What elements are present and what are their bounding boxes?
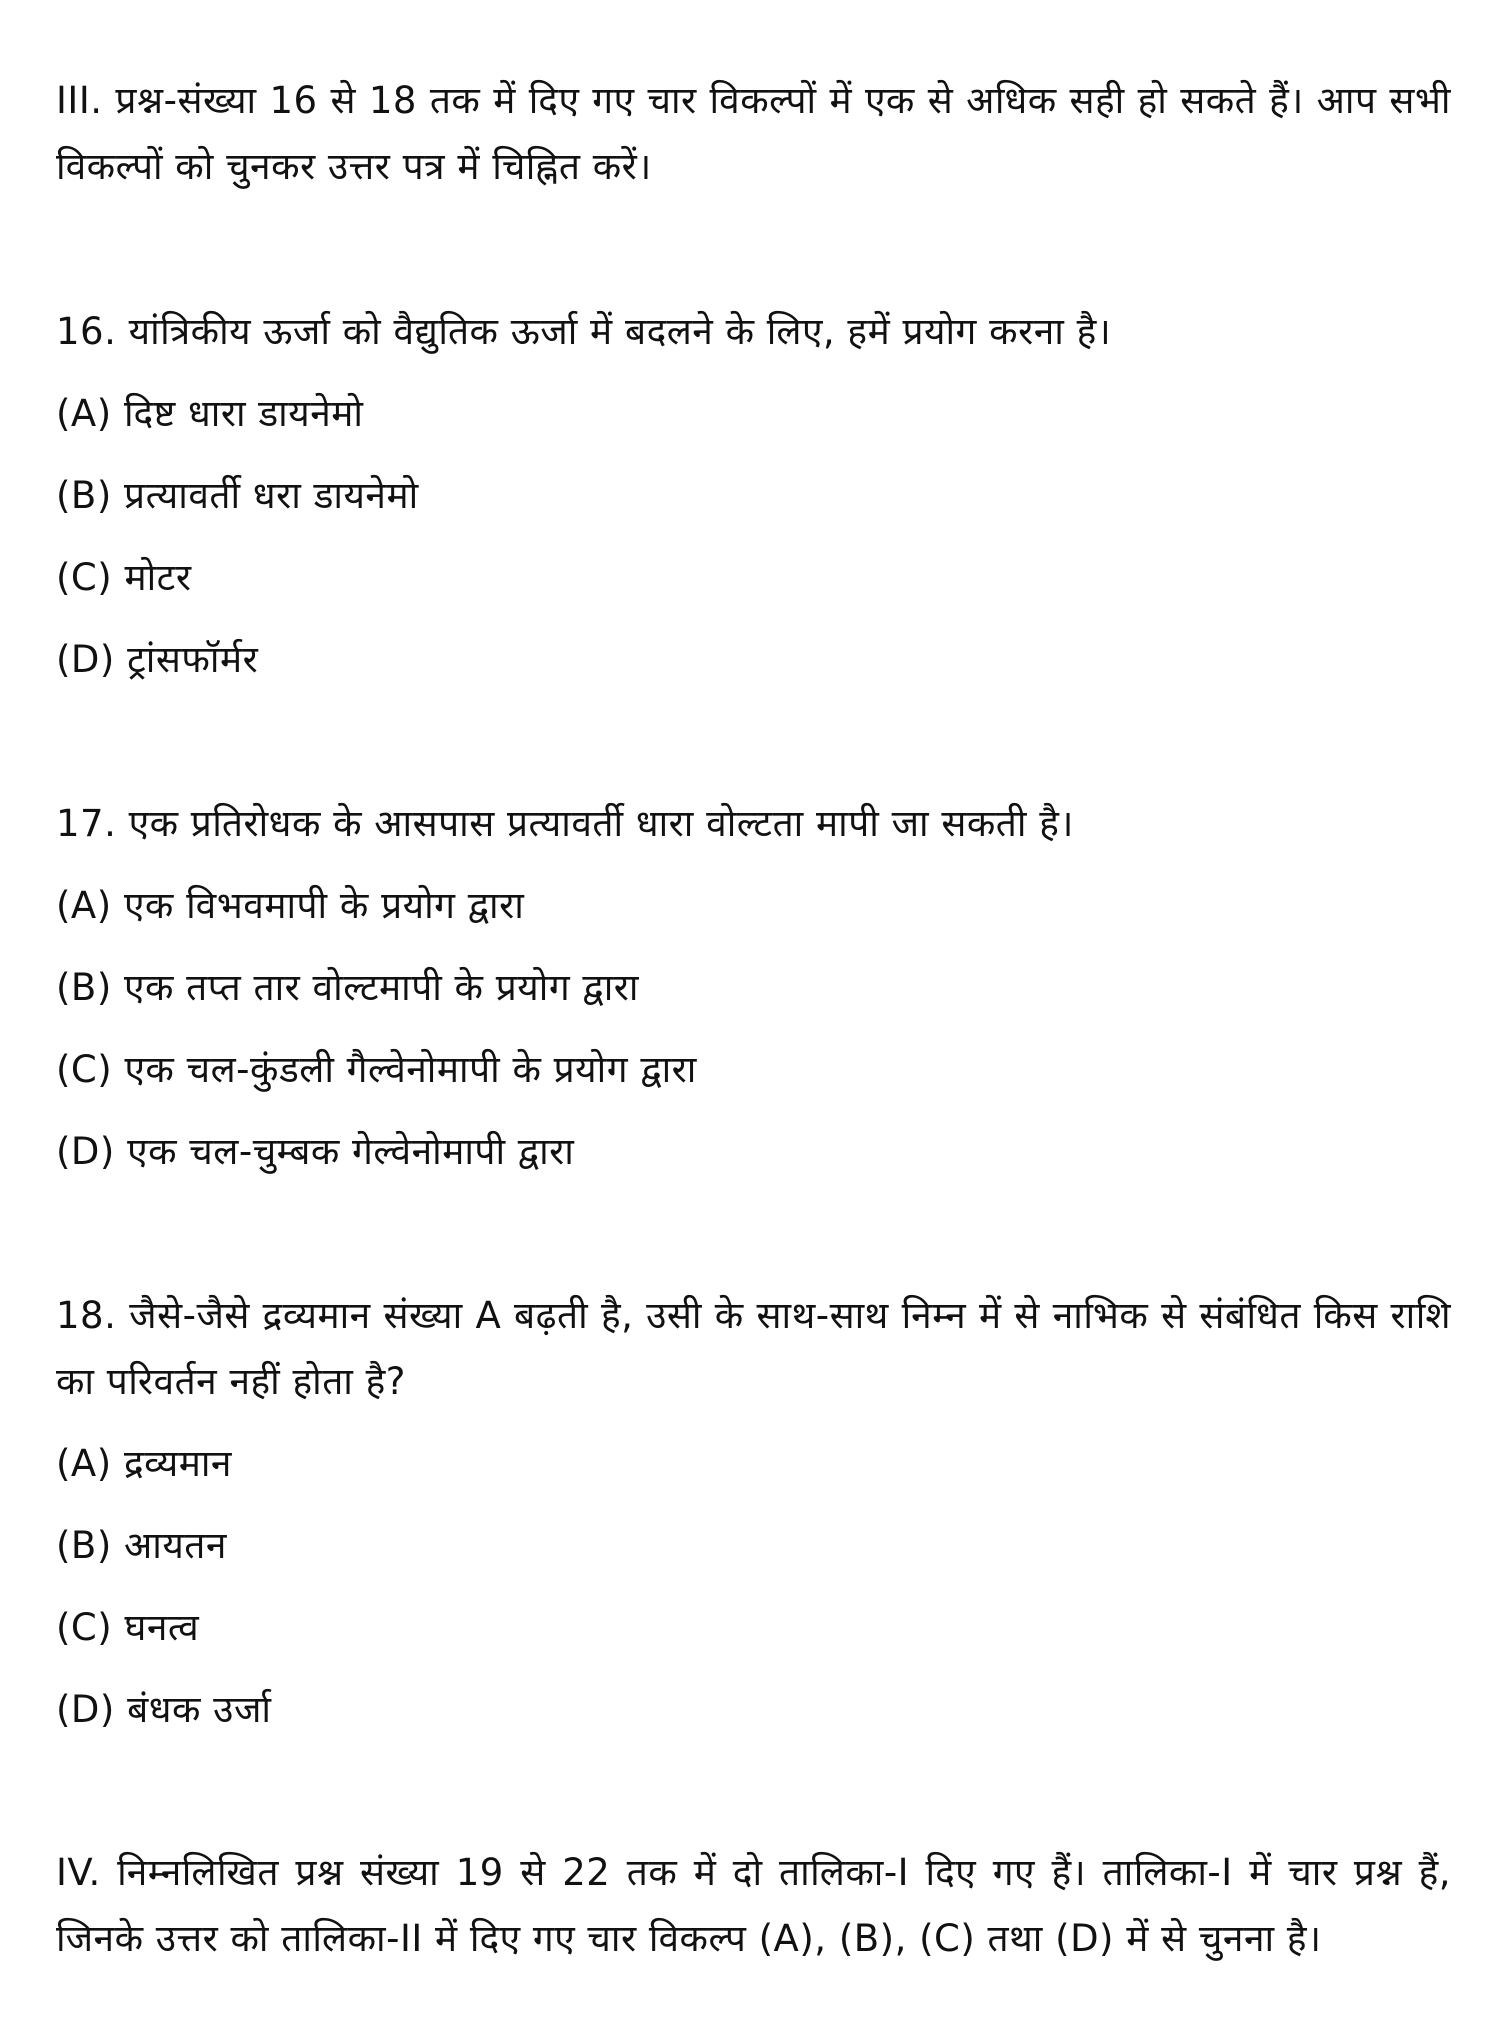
section-iii-instruction: III. प्रश्न-संख्या 16 से 18 तक में दिए गए चार विकल्पों में एक से अधिक सही हो सकते हैं। आप सभी विकल्पों को चुनकर उत्तर पत्र में चिह्नित करें। <box>56 79 1451 188</box>
question-16-option-a: (A) दिष्ट धारा डायनेमो <box>56 392 364 435</box>
question-16-text: 16. यांत्रिकीय ऊर्जा को वैद्युतिक ऊर्जा में बदलने के लिए, हमें प्रयोग करना है। <box>56 310 1112 353</box>
question-16-option-b: (B) प्रत्यावर्ती धरा डायनेमो <box>56 474 419 517</box>
question-18-option-d: (D) बंधक उर्जा <box>56 1688 272 1731</box>
question-18-text: 18. जैसे-जैसे द्रव्यमान संख्या A बढ़ती है, उसी के साथ-साथ निम्न में से नाभिक से संबंधित किस राशि का परिवर्तन नहीं होता है? <box>56 1294 1451 1403</box>
question-18-option-c: (C) घनत्व <box>56 1606 200 1649</box>
question-17-option-b: (B) एक तप्त तार वोल्टमापी के प्रयोग द्वारा <box>56 966 640 1009</box>
question-17-option-a: (A) एक विभवमापी के प्रयोग द्वारा <box>56 884 525 927</box>
section-iv-instruction: IV. निम्नलिखित प्रश्न संख्या 19 से 22 तक में दो तालिका-I दिए गए हैं। तालिका-I में चार प्रश्न हैं, जिनके उत्तर को तालिका-II में दिए गए चार विकल्प (A), (B), (C) तथा (D) में से चुनना है। <box>56 1851 1451 1960</box>
question-17-option-d: (D) एक चल-चुम्बक गेल्वेनोमापी द्वारा <box>56 1130 575 1173</box>
question-17-option-c: (C) एक चल-कुंडली गैल्वेनोमापी के प्रयोग द्वारा <box>56 1048 697 1091</box>
question-16-option-c: (C) मोटर <box>56 556 192 599</box>
question-17-text: 17. एक प्रतिरोधक के आसपास प्रत्यावर्ती धारा वोल्टता मापी जा सकती है। <box>56 802 1074 845</box>
question-16-option-d: (D) ट्रांसफॉर्मर <box>56 638 259 681</box>
question-18-option-a: (A) द्रव्यमान <box>56 1442 232 1485</box>
question-18-option-b: (B) आयतन <box>56 1524 227 1567</box>
